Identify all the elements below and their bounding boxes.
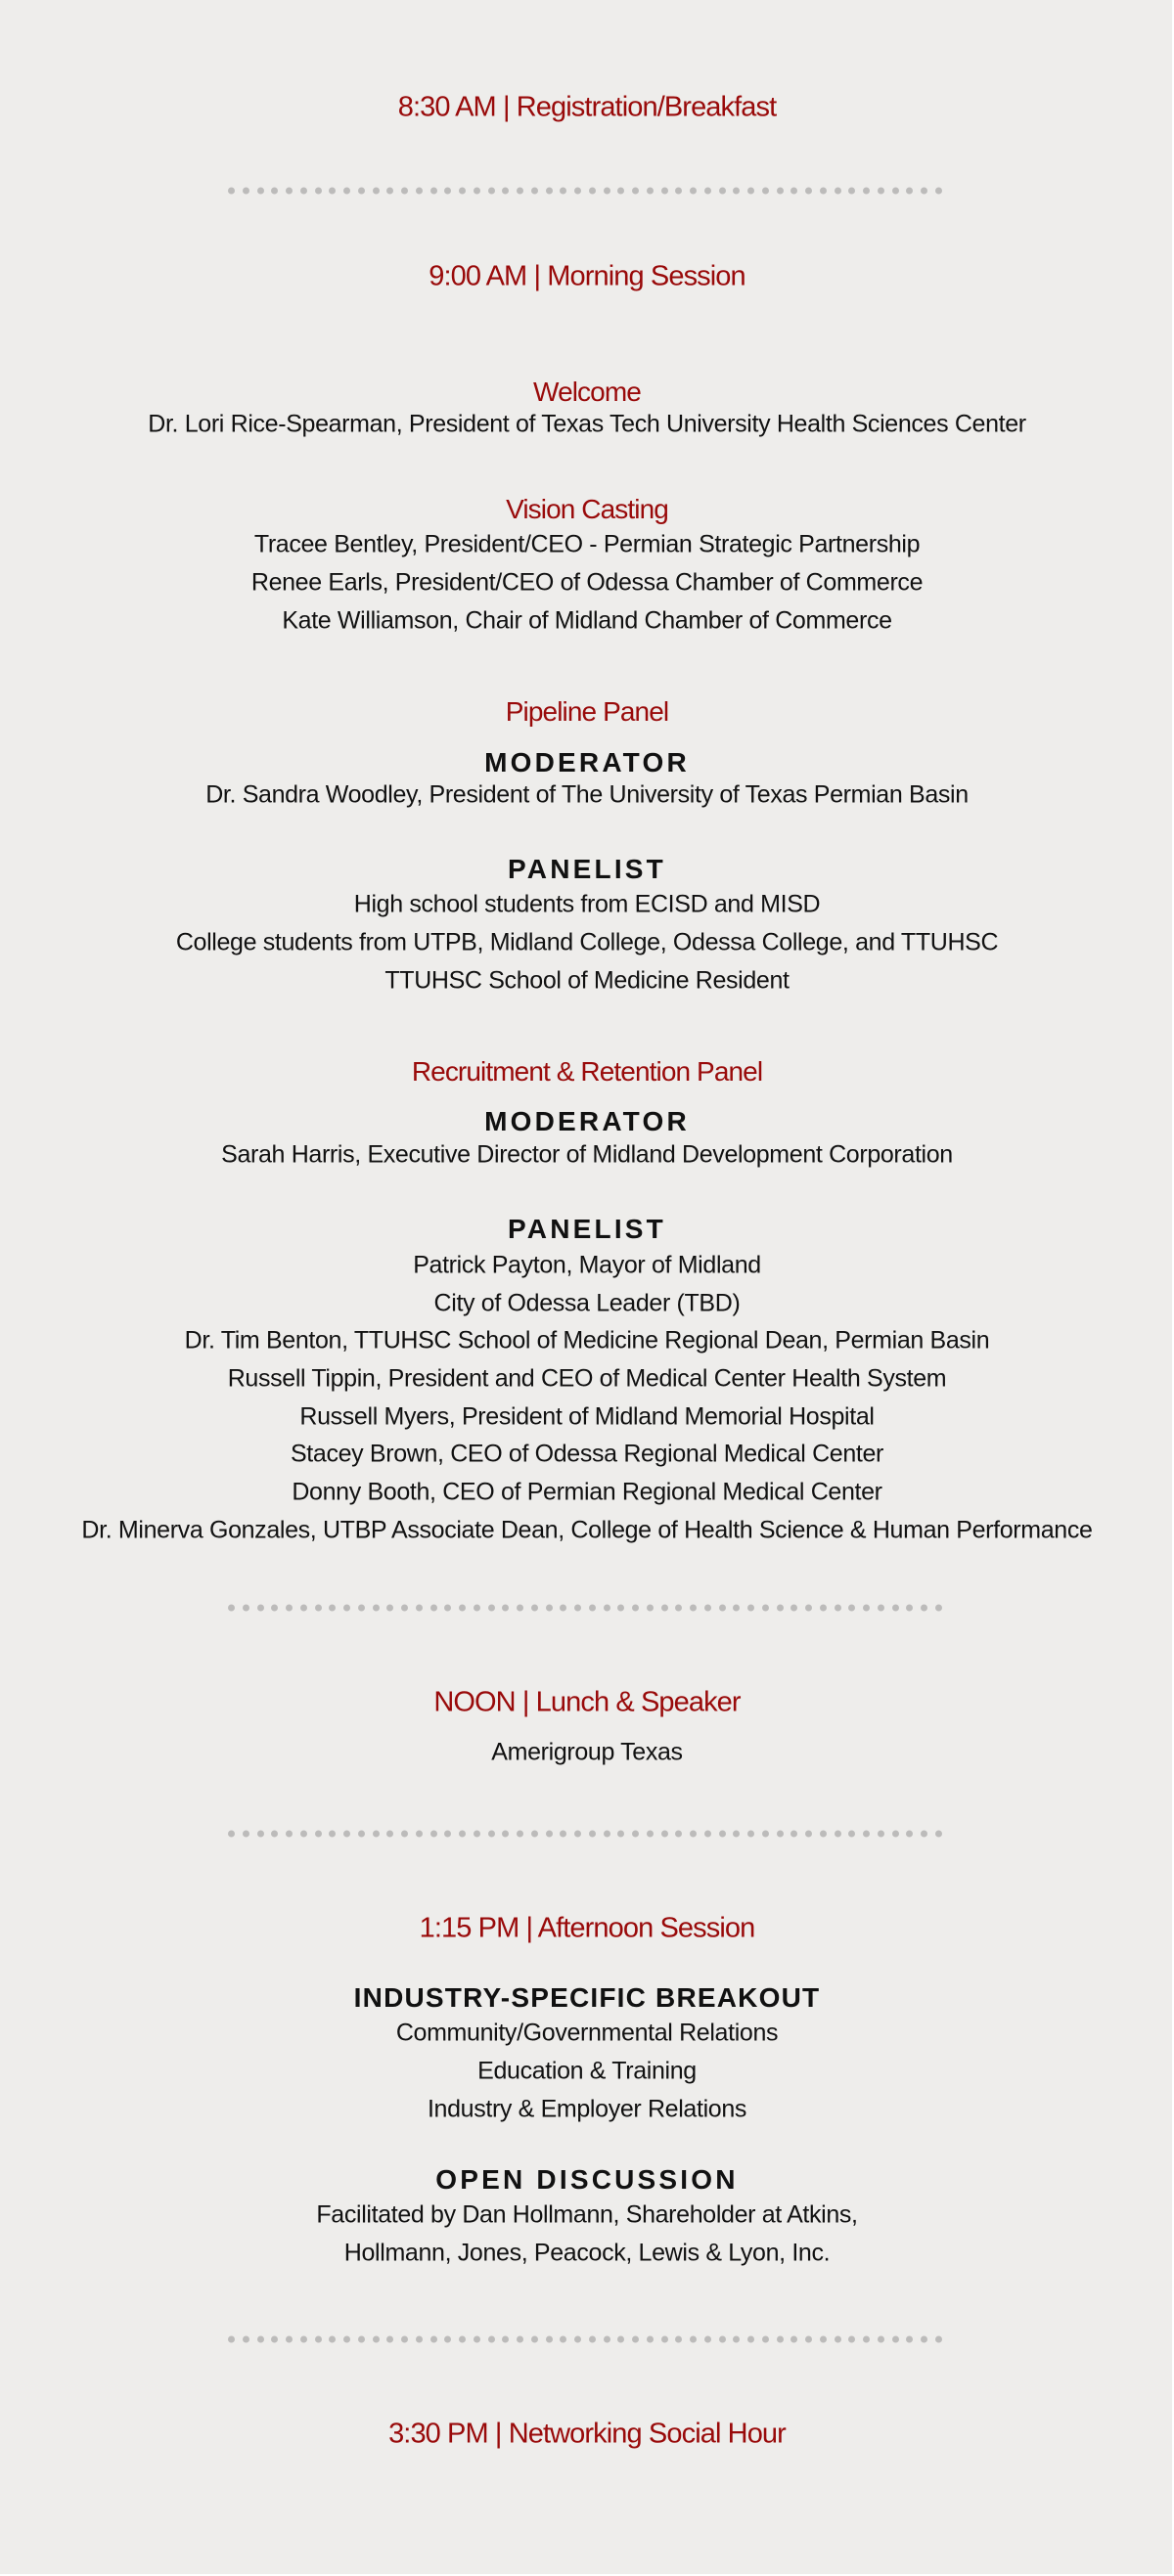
divider-dot <box>733 188 740 195</box>
divider-dot <box>820 1605 827 1612</box>
divider-dot <box>747 1831 754 1838</box>
lunch-heading: NOON | Lunch & Speaker <box>433 1686 741 1718</box>
divider-dot <box>805 2336 812 2343</box>
divider-dot <box>373 1831 380 1838</box>
divider-dot <box>444 1605 451 1612</box>
divider-dot <box>401 2336 408 2343</box>
divider-dot <box>488 1831 495 1838</box>
divider-dot <box>921 2336 927 2343</box>
divider-dot <box>632 1831 639 1838</box>
divider-dot <box>935 188 942 195</box>
divider-dot <box>502 1605 509 1612</box>
recruitment-panelist: Patrick Payton, Mayor of Midland <box>413 1251 761 1279</box>
divider-dot <box>502 2336 509 2343</box>
divider-dot <box>733 1831 740 1838</box>
dotted-divider <box>228 1831 942 1838</box>
divider-dot <box>502 1831 509 1838</box>
recruitment-moderator: Sarah Harris, Executive Director of Midland Development Corporation <box>221 1140 953 1169</box>
divider-dot <box>300 2336 307 2343</box>
divider-dot <box>848 188 855 195</box>
divider-dot <box>820 188 827 195</box>
divider-dot <box>675 188 682 195</box>
divider-dot <box>935 1831 942 1838</box>
divider-dot <box>300 1605 307 1612</box>
divider-dot <box>935 1605 942 1612</box>
divider-dot <box>604 1831 610 1838</box>
divider-dot <box>690 188 697 195</box>
divider-dot <box>790 1605 797 1612</box>
divider-dot <box>747 1605 754 1612</box>
divider-dot <box>329 2336 336 2343</box>
divider-dot <box>531 1831 538 1838</box>
divider-dot <box>271 1605 278 1612</box>
divider-dot <box>777 2336 784 2343</box>
divider-dot <box>604 1605 610 1612</box>
divider-dot <box>835 188 841 195</box>
divider-dot <box>329 1605 336 1612</box>
divider-dot <box>517 1831 523 1838</box>
divider-dot <box>343 188 350 195</box>
divider-dot <box>704 188 711 195</box>
pipeline-panelist: College students from UTPB, Midland College, Odessa College, and TTUHSC <box>175 928 999 956</box>
lunch-speaker: Amerigroup Texas <box>491 1738 683 1766</box>
divider-dot <box>373 2336 380 2343</box>
divider-dot <box>906 1605 913 1612</box>
divider-dot <box>704 2336 711 2343</box>
divider-dot <box>762 2336 769 2343</box>
welcome-title: Welcome <box>533 377 641 407</box>
divider-dot <box>416 188 423 195</box>
pipeline-panel-title: Pipeline Panel <box>505 696 669 727</box>
divider-dot <box>228 2336 235 2343</box>
divider-dot <box>892 188 899 195</box>
divider-dot <box>604 188 610 195</box>
divider-dot <box>300 188 307 195</box>
divider-dot <box>632 2336 639 2343</box>
divider-dot <box>777 1831 784 1838</box>
open-discussion-facilitator: Hollmann, Jones, Peacock, Lewis & Lyon, Inc. <box>343 2239 831 2267</box>
divider-dot <box>386 2336 393 2343</box>
divider-dot <box>848 2336 855 2343</box>
divider-dot <box>921 1831 927 1838</box>
divider-dot <box>386 1831 393 1838</box>
recruitment-panelist-label: PANELIST <box>508 1214 666 1244</box>
divider-dot <box>358 1605 365 1612</box>
divider-dot <box>790 188 797 195</box>
divider-dot <box>805 1605 812 1612</box>
pipeline-panelist: High school students from ECISD and MISD <box>353 890 821 918</box>
divider-dot <box>906 188 913 195</box>
divider-dot <box>632 188 639 195</box>
divider-dot <box>906 1831 913 1838</box>
recruitment-panelist: Donny Booth, CEO of Permian Regional Medical Center <box>292 1478 882 1506</box>
divider-dot <box>373 188 380 195</box>
divider-dot <box>517 1605 523 1612</box>
divider-dot <box>343 2336 350 2343</box>
divider-dot <box>228 1605 235 1612</box>
divider-dot <box>228 188 235 195</box>
divider-dot <box>647 2336 654 2343</box>
divider-dot <box>719 188 726 195</box>
divider-dot <box>790 1831 797 1838</box>
divider-dot <box>243 2336 249 2343</box>
divider-dot <box>401 1831 408 1838</box>
registration-heading: 8:30 AM | Registration/Breakfast <box>397 91 777 123</box>
divider-dot <box>848 1831 855 1838</box>
divider-dot <box>546 1605 553 1612</box>
divider-dot <box>444 188 451 195</box>
divider-dot <box>286 1831 293 1838</box>
divider-dot <box>286 1605 293 1612</box>
divider-dot <box>647 1605 654 1612</box>
divider-dot <box>329 188 336 195</box>
divider-dot <box>892 1831 899 1838</box>
divider-dot <box>805 1831 812 1838</box>
divider-dot <box>835 1605 841 1612</box>
divider-dot <box>546 1831 553 1838</box>
divider-dot <box>343 1831 350 1838</box>
divider-dot <box>474 188 480 195</box>
vision-casting-title: Vision Casting <box>506 494 668 524</box>
pipeline-panelist-label: PANELIST <box>508 854 666 884</box>
divider-dot <box>589 188 596 195</box>
divider-dot <box>762 188 769 195</box>
divider-dot <box>661 1605 668 1612</box>
divider-dot <box>373 1605 380 1612</box>
divider-dot <box>401 1605 408 1612</box>
divider-dot <box>704 1605 711 1612</box>
divider-dot <box>617 1831 624 1838</box>
divider-dot <box>632 1605 639 1612</box>
divider-dot <box>878 1605 884 1612</box>
divider-dot <box>719 1605 726 1612</box>
divider-dot <box>358 188 365 195</box>
divider-dot <box>878 1831 884 1838</box>
divider-dot <box>358 2336 365 2343</box>
vision-casting-speaker: Tracee Bentley, President/CEO - Permian Strategic Partnership <box>253 530 921 558</box>
divider-dot <box>733 1605 740 1612</box>
divider-dot <box>271 2336 278 2343</box>
divider-dot <box>329 1831 336 1838</box>
divider-dot <box>474 1605 480 1612</box>
divider-dot <box>647 188 654 195</box>
breakout-track: Community/Governmental Relations <box>395 2019 779 2047</box>
divider-dot <box>430 1605 437 1612</box>
divider-dot <box>300 1831 307 1838</box>
divider-dot <box>488 1605 495 1612</box>
open-discussion-facilitator: Facilitated by Dan Hollmann, Shareholder at Atkins, <box>316 2200 858 2229</box>
divider-dot <box>546 2336 553 2343</box>
divider-dot <box>863 1605 870 1612</box>
divider-dot <box>560 1831 566 1838</box>
divider-dot <box>546 188 553 195</box>
divider-dot <box>257 188 264 195</box>
divider-dot <box>878 188 884 195</box>
divider-dot <box>416 1605 423 1612</box>
divider-dot <box>589 1831 596 1838</box>
divider-dot <box>906 2336 913 2343</box>
divider-dot <box>416 1831 423 1838</box>
divider-dot <box>617 188 624 195</box>
divider-dot <box>459 1605 466 1612</box>
divider-dot <box>777 1605 784 1612</box>
divider-dot <box>257 1831 264 1838</box>
divider-dot <box>733 2336 740 2343</box>
divider-dot <box>315 1605 322 1612</box>
divider-dot <box>690 1605 697 1612</box>
breakout-label: INDUSTRY-SPECIFIC BREAKOUT <box>353 1982 821 2013</box>
divider-dot <box>315 1831 322 1838</box>
divider-dot <box>474 2336 480 2343</box>
divider-dot <box>820 2336 827 2343</box>
divider-dot <box>286 188 293 195</box>
divider-dot <box>604 2336 610 2343</box>
divider-dot <box>243 188 249 195</box>
divider-dot <box>459 1831 466 1838</box>
divider-dot <box>921 188 927 195</box>
recruitment-panel-title: Recruitment & Retention Panel <box>411 1056 763 1087</box>
breakout-track: Industry & Employer Relations <box>427 2095 747 2123</box>
divider-dot <box>574 1831 581 1838</box>
divider-dot <box>459 188 466 195</box>
divider-dot <box>517 188 523 195</box>
recruitment-panelist: Dr. Minerva Gonzales, UTBP Associate Dean, College of Health Science & Human Performance <box>81 1516 1093 1544</box>
divider-dot <box>574 1605 581 1612</box>
divider-dot <box>531 2336 538 2343</box>
recruitment-panelist: Dr. Tim Benton, TTUHSC School of Medicine Regional Dean, Permian Basin <box>184 1326 990 1355</box>
divider-dot <box>661 1831 668 1838</box>
divider-dot <box>835 2336 841 2343</box>
divider-dot <box>762 1831 769 1838</box>
breakout-track: Education & Training <box>477 2057 697 2085</box>
divider-dot <box>474 1831 480 1838</box>
divider-dot <box>661 188 668 195</box>
morning-session-heading: 9:00 AM | Morning Session <box>429 260 745 292</box>
divider-dot <box>863 2336 870 2343</box>
divider-dot <box>704 1831 711 1838</box>
divider-dot <box>574 2336 581 2343</box>
pipeline-moderator-label: MODERATOR <box>484 747 690 777</box>
open-discussion-label: OPEN DISCUSSION <box>435 2164 739 2195</box>
divider-dot <box>444 2336 451 2343</box>
divider-dot <box>777 188 784 195</box>
afternoon-session-heading: 1:15 PM | Afternoon Session <box>419 1912 755 1944</box>
divider-dot <box>647 1831 654 1838</box>
divider-dot <box>921 1605 927 1612</box>
divider-dot <box>863 1831 870 1838</box>
pipeline-moderator: Dr. Sandra Woodley, President of The University of Texas Permian Basin <box>205 780 969 809</box>
divider-dot <box>589 2336 596 2343</box>
divider-dot <box>675 1605 682 1612</box>
divider-dot <box>531 1605 538 1612</box>
divider-dot <box>863 188 870 195</box>
divider-dot <box>386 1605 393 1612</box>
networking-heading: 3:30 PM | Networking Social Hour <box>388 2418 786 2450</box>
divider-dot <box>488 188 495 195</box>
divider-dot <box>719 1831 726 1838</box>
divider-dot <box>401 188 408 195</box>
dotted-divider <box>228 2336 942 2343</box>
divider-dot <box>315 2336 322 2343</box>
divider-dot <box>416 2336 423 2343</box>
divider-dot <box>531 188 538 195</box>
recruitment-moderator-label: MODERATOR <box>484 1106 690 1136</box>
divider-dot <box>762 1605 769 1612</box>
divider-dot <box>675 1831 682 1838</box>
divider-dot <box>617 2336 624 2343</box>
pipeline-panelist: TTUHSC School of Medicine Resident <box>384 966 790 995</box>
divider-dot <box>430 1831 437 1838</box>
divider-dot <box>286 2336 293 2343</box>
divider-dot <box>892 1605 899 1612</box>
divider-dot <box>675 2336 682 2343</box>
dotted-divider <box>228 188 942 195</box>
divider-dot <box>617 1605 624 1612</box>
divider-dot <box>228 1831 235 1838</box>
divider-dot <box>430 188 437 195</box>
divider-dot <box>560 188 566 195</box>
divider-dot <box>892 2336 899 2343</box>
divider-dot <box>386 188 393 195</box>
divider-dot <box>574 188 581 195</box>
divider-dot <box>661 2336 668 2343</box>
divider-dot <box>444 1831 451 1838</box>
divider-dot <box>488 2336 495 2343</box>
divider-dot <box>430 2336 437 2343</box>
divider-dot <box>805 188 812 195</box>
divider-dot <box>560 2336 566 2343</box>
divider-dot <box>935 2336 942 2343</box>
divider-dot <box>835 1831 841 1838</box>
divider-dot <box>517 2336 523 2343</box>
divider-dot <box>315 188 322 195</box>
divider-dot <box>257 1605 264 1612</box>
divider-dot <box>502 188 509 195</box>
divider-dot <box>243 1831 249 1838</box>
divider-dot <box>257 2336 264 2343</box>
divider-dot <box>358 1831 365 1838</box>
vision-casting-speaker: Renee Earls, President/CEO of Odessa Chamber of Commerce <box>250 568 924 597</box>
divider-dot <box>343 1605 350 1612</box>
divider-dot <box>690 2336 697 2343</box>
divider-dot <box>790 2336 797 2343</box>
recruitment-panelist: Russell Tippin, President and CEO of Medical Center Health System <box>227 1364 947 1393</box>
divider-dot <box>747 188 754 195</box>
divider-dot <box>271 188 278 195</box>
divider-dot <box>271 1831 278 1838</box>
recruitment-panelist: Russell Myers, President of Midland Memorial Hospital <box>299 1402 875 1431</box>
divider-dot <box>243 1605 249 1612</box>
dotted-divider <box>228 1605 942 1612</box>
recruitment-panelist: City of Odessa Leader (TBD) <box>433 1289 741 1317</box>
welcome-speaker: Dr. Lori Rice-Spearman, President of Texas Tech University Health Sciences Center <box>148 410 1026 438</box>
divider-dot <box>719 2336 726 2343</box>
divider-dot <box>690 1831 697 1838</box>
recruitment-panelist: Stacey Brown, CEO of Odessa Regional Medical Center <box>290 1440 884 1468</box>
divider-dot <box>848 1605 855 1612</box>
vision-casting-speaker: Kate Williamson, Chair of Midland Chamber of Commerce <box>282 606 892 635</box>
divider-dot <box>560 1605 566 1612</box>
divider-dot <box>747 2336 754 2343</box>
divider-dot <box>589 1605 596 1612</box>
divider-dot <box>820 1831 827 1838</box>
divider-dot <box>459 2336 466 2343</box>
divider-dot <box>878 2336 884 2343</box>
